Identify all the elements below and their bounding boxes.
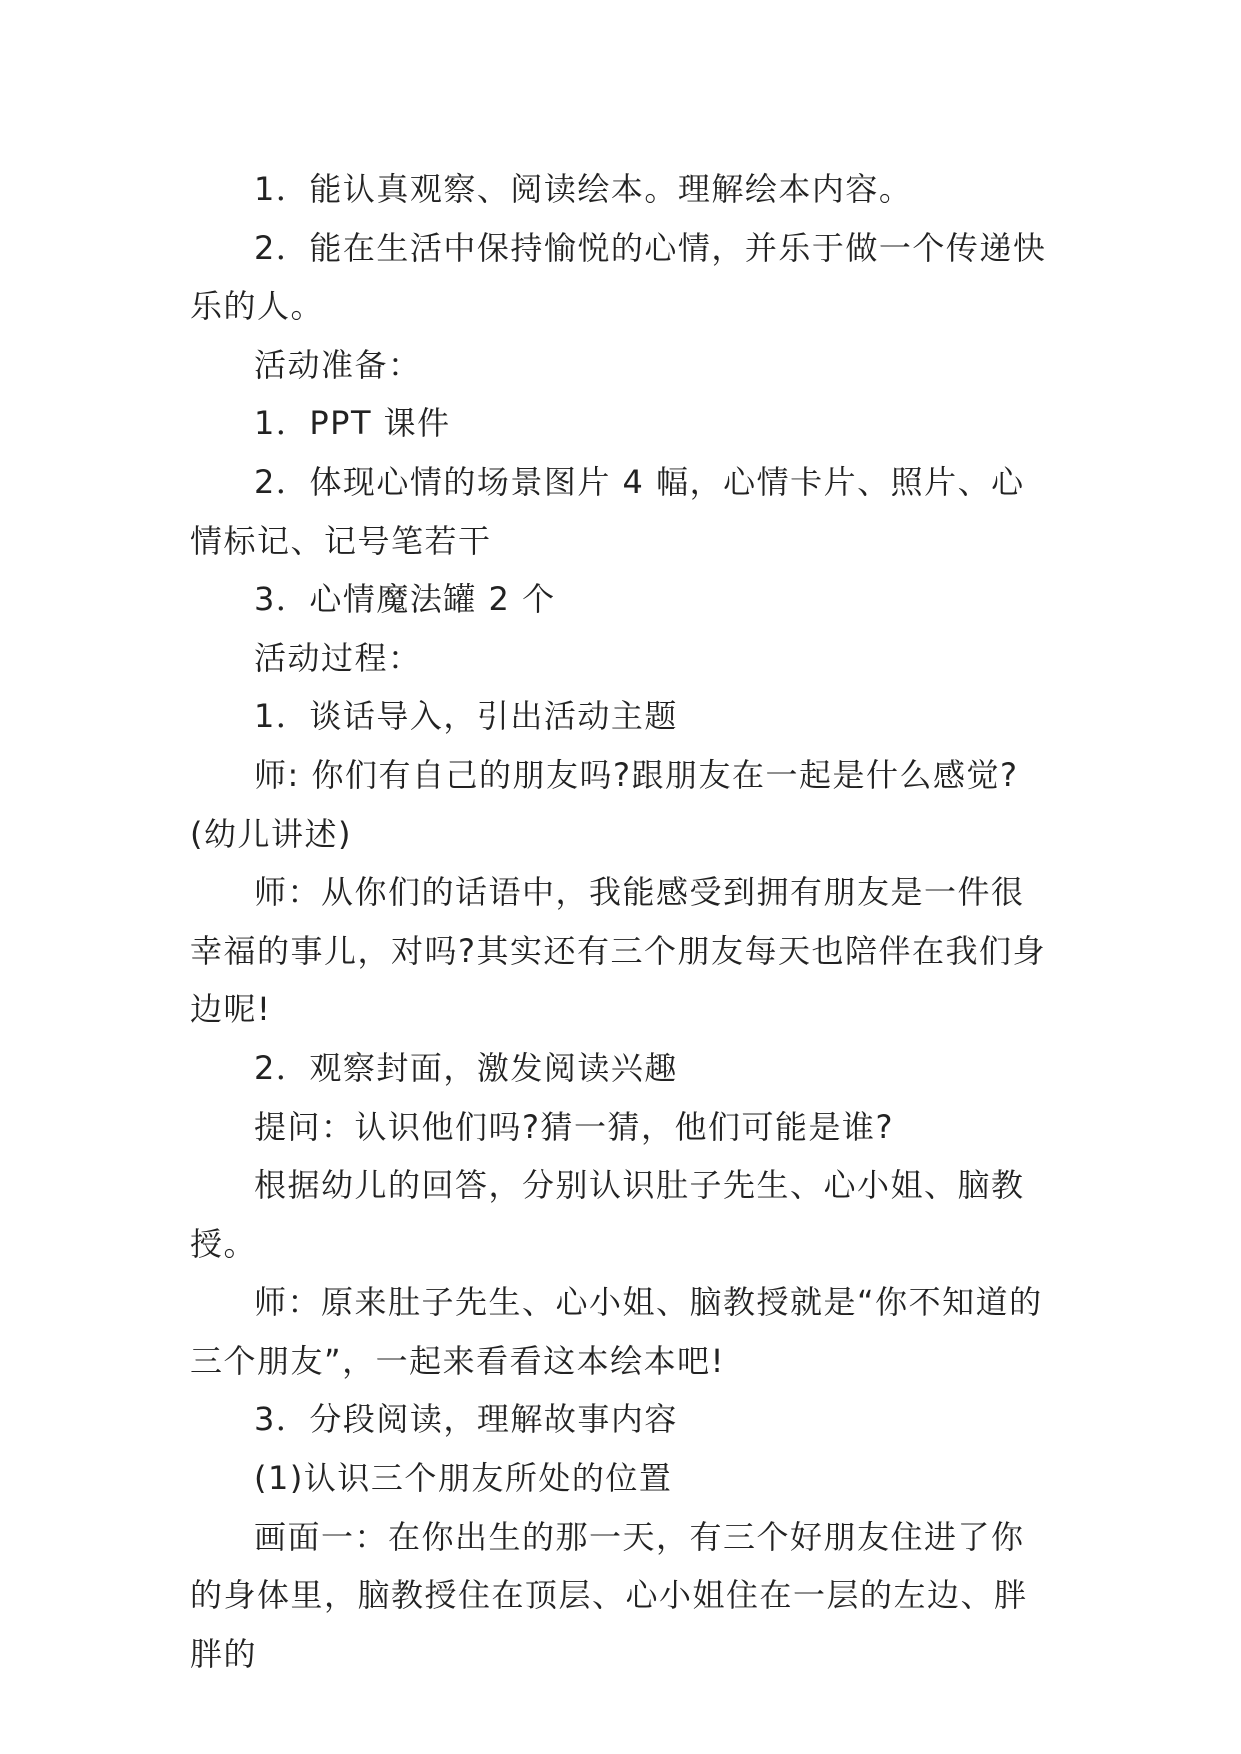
teacher-remark-1: 师：从你们的话语中，我能感受到拥有朋友是一件很幸福的事儿，对吗?其实还有三个朋友每天也陪伴在我们身边呢! xyxy=(190,873,1046,1029)
objective-2: 2．能在生活中保持愉悦的心情，并乐于做一个传递快乐的人。 xyxy=(190,228,1047,326)
answer-note-1: 根据幼儿的回答，分别认识肚子先生、心小姐、脑教授。 xyxy=(190,1166,1025,1263)
scene-1-text: 画面一：在你出生的那一天，有三个好朋友住进了你的身体里，脑教授住在顶层、心小姐住在一层的左边、胖胖的 xyxy=(190,1517,1028,1673)
teacher-question-1: 师: 你们有自己的朋友吗?跟朋友在一起是什么感觉?(幼儿讲述) xyxy=(190,755,1019,853)
question-1: 提问：认识他们吗?猜一猜，他们可能是谁? xyxy=(254,1107,894,1146)
section-heading-preparation: 活动准备： xyxy=(254,345,422,384)
process-step-1: 1．谈话导入，引出活动主题 xyxy=(254,697,678,736)
preparation-item-3: 3．心情魔法罐 2 个 xyxy=(254,580,556,619)
document-body xyxy=(190,160,1050,1683)
subsection-1: (1)认识三个朋友所处的位置 xyxy=(254,1459,673,1498)
objective-1: 1．能认真观察、阅读绘本。理解绘本内容。 xyxy=(254,170,913,208)
process-step-2: 2．观察封面，激发阅读兴趣 xyxy=(254,1048,678,1087)
teacher-remark-2: 师：原来肚子先生、心小姐、脑教授就是“你不知道的三个朋友”，一起来看看这本绘本吧! xyxy=(190,1283,1043,1380)
preparation-item-2: 2．体现心情的场景图片 4 幅，心情卡片、照片、心情标记、记号笔若干 xyxy=(190,462,1025,560)
section-heading-process: 活动过程： xyxy=(254,638,422,677)
preparation-item-1: 1．PPT 课件 xyxy=(254,404,451,443)
process-step-3: 3．分段阅读，理解故事内容 xyxy=(254,1400,678,1439)
